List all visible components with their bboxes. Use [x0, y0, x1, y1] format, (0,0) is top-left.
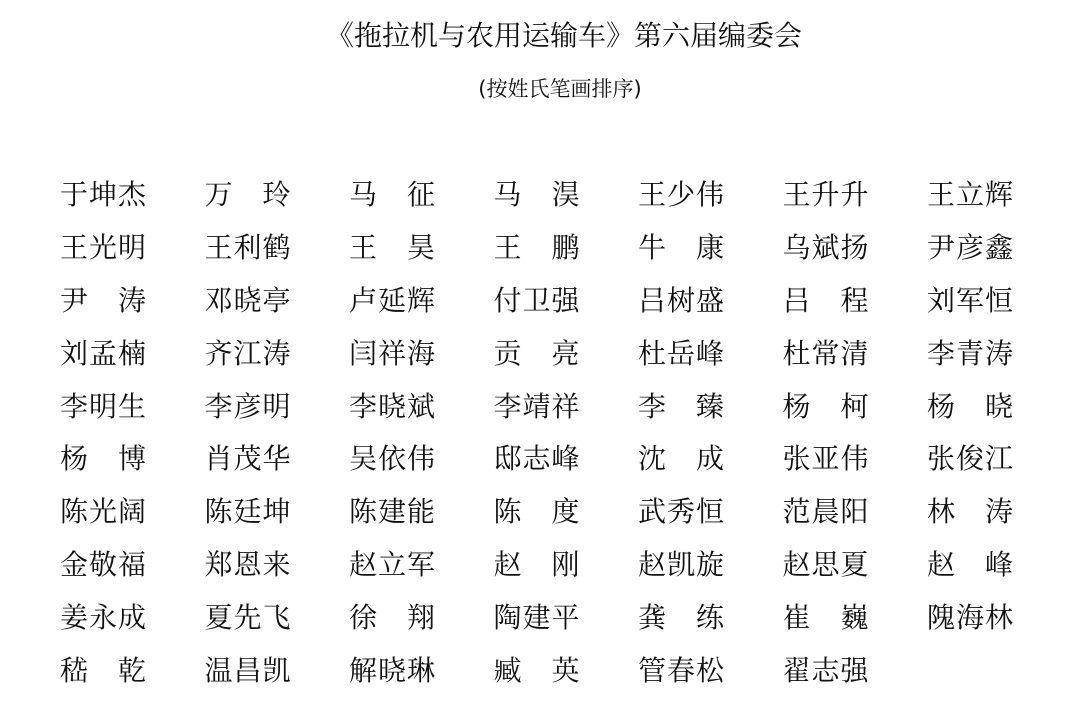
sort-note: (按姓氏笔画排序) — [478, 77, 642, 101]
member-name: 杜 常 清 — [782, 336, 869, 370]
member-name: 金 敬 福 — [60, 547, 146, 581]
member-name: 陈 光 阔 — [60, 495, 146, 529]
member-name: 林 涛 — [927, 495, 1013, 529]
member-name: 赵 刚 — [493, 547, 580, 581]
member-name: 乌 斌 扬 — [782, 231, 869, 265]
member-name: 陈 建 能 — [349, 495, 435, 529]
member-name: 刘 孟 楠 — [60, 336, 146, 370]
member-name: 沈 成 — [638, 442, 724, 476]
member-name: 武 秀 恒 — [638, 495, 724, 529]
member-name: 邸 志 峰 — [493, 442, 580, 476]
member-name: 李 臻 — [638, 389, 724, 423]
member-name: 陈 廷 坤 — [204, 495, 291, 529]
member-name: 李 明 生 — [60, 389, 146, 423]
member-name: 王 立 辉 — [927, 178, 1013, 212]
member-name: 牛 康 — [638, 231, 724, 265]
member-name: 尹 彦 鑫 — [927, 231, 1013, 265]
member-name: 张 亚 伟 — [782, 442, 869, 476]
member-name: 杨 博 — [60, 442, 146, 476]
member-name: 李 青 涛 — [927, 336, 1013, 370]
member-name: 尹 涛 — [60, 283, 146, 317]
member-name: 翟 志 强 — [782, 653, 869, 687]
member-name: 解 晓 琳 — [349, 653, 435, 687]
member-name: 赵 立 军 — [349, 547, 435, 581]
member-name: 万 玲 — [204, 178, 291, 212]
member-name: 王 升 升 — [782, 178, 869, 212]
member-name: 王 利 鹤 — [204, 231, 291, 265]
member-name: 马 征 — [349, 178, 435, 212]
member-name: 李 彦 明 — [204, 389, 291, 423]
member-name: 吕 树 盛 — [638, 283, 724, 317]
member-name: 刘 军 恒 — [927, 283, 1013, 317]
member-name: 陶 建 平 — [493, 600, 580, 634]
member-name: 臧 英 — [493, 653, 580, 687]
member-name: 范 晨 阳 — [782, 495, 869, 529]
member-name: 王 光 明 — [60, 231, 146, 265]
member-name: 管 春 松 — [638, 653, 724, 687]
member-name: 吴 依 伟 — [349, 442, 435, 476]
member-name: 闫 祥 海 — [349, 336, 435, 370]
member-name: 卢 延 辉 — [349, 283, 435, 317]
member-name: 赵 思 夏 — [782, 547, 869, 581]
member-name: 夏 先 飞 — [204, 600, 291, 634]
member-name: 李 晓 斌 — [349, 389, 435, 423]
member-list — [60, 169, 1072, 697]
member-name: 王 少 伟 — [638, 178, 724, 212]
member-name: 嵇 乾 — [60, 653, 146, 687]
member-name: 贡 亮 — [493, 336, 580, 370]
member-name: 肖 茂 华 — [204, 442, 291, 476]
member-name: 隗 海 林 — [927, 600, 1013, 634]
member-name: 吕 程 — [782, 283, 869, 317]
member-name: 张 俊 江 — [927, 442, 1013, 476]
member-name: 杜 岳 峰 — [638, 336, 724, 370]
member-name: 赵 峰 — [927, 547, 1013, 581]
member-name: 马 淏 — [493, 178, 580, 212]
member-name: 姜 永 成 — [60, 600, 146, 634]
page-title: 《拖拉机与农用运输车》第六届编委会 — [325, 19, 802, 52]
member-name: 赵 凯 旋 — [638, 547, 724, 581]
member-name: 于 坤 杰 — [60, 178, 146, 212]
member-name: 王 鹏 — [493, 231, 580, 265]
member-name: 邓 晓 亭 — [204, 283, 291, 317]
member-name: 李 靖 祥 — [493, 389, 580, 423]
member-name: 徐 翔 — [349, 600, 435, 634]
member-name: 齐 江 涛 — [204, 336, 291, 370]
member-name: 温 昌 凯 — [204, 653, 291, 687]
member-name: 郑 恩 来 — [204, 547, 291, 581]
member-name: 王 昊 — [349, 231, 435, 265]
member-name: 杨 晓 — [927, 389, 1013, 423]
member-name: 崔 巍 — [782, 600, 869, 634]
member-name: 陈 度 — [493, 495, 580, 529]
member-name: 杨 柯 — [782, 389, 869, 423]
member-name: 龚 练 — [638, 600, 724, 634]
member-name: 付 卫 强 — [493, 283, 580, 317]
